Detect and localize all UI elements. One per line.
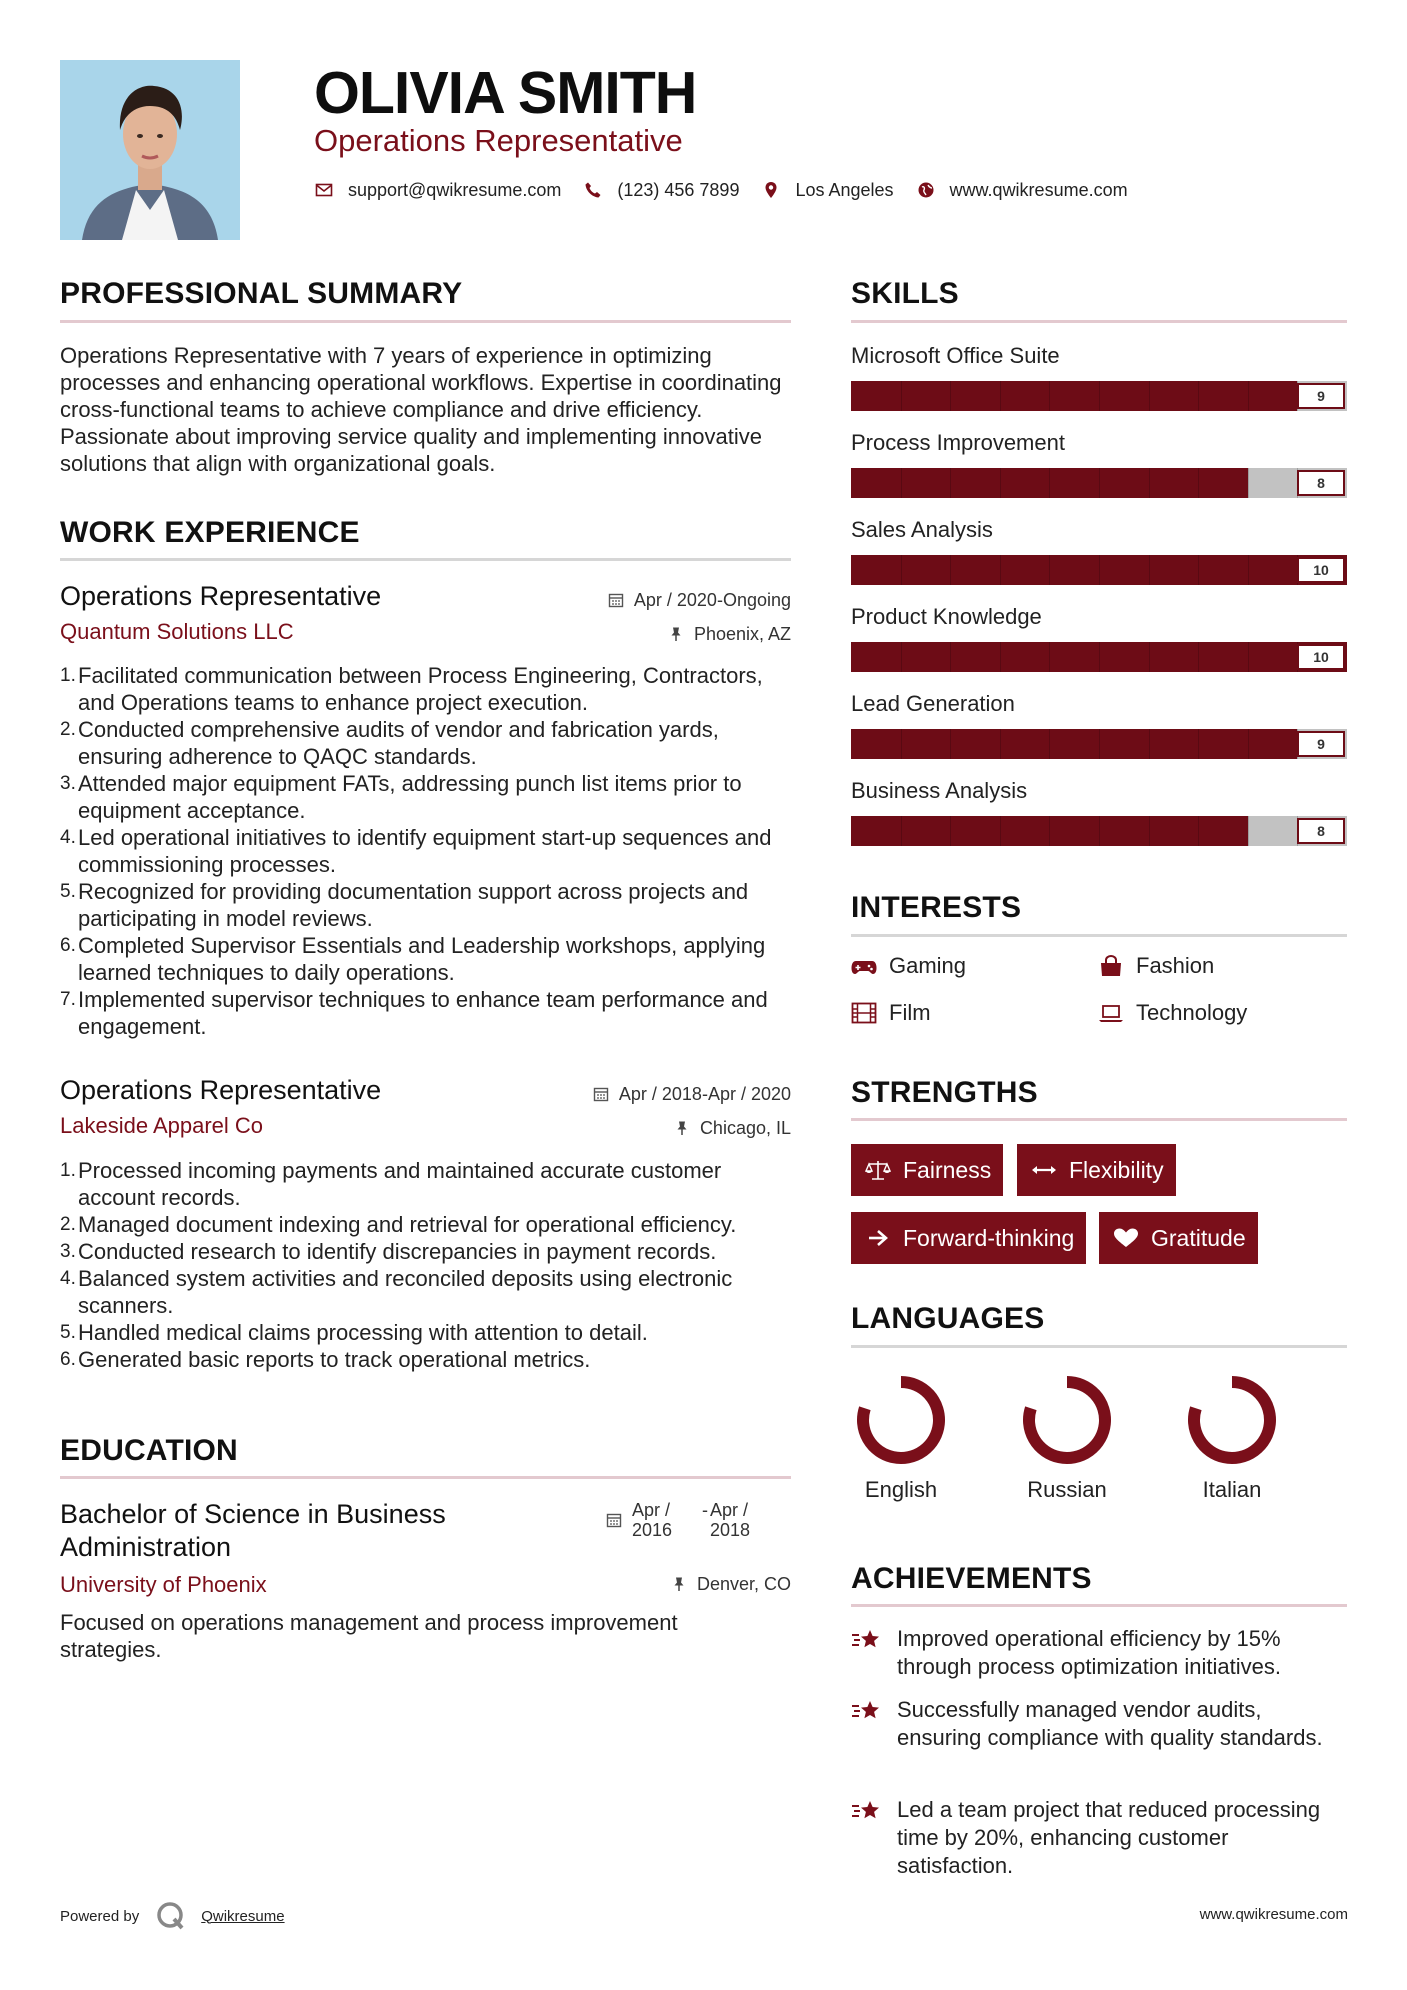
school: University of Phoenix [60,1572,267,1597]
strength-forward-thinking [851,1212,1086,1264]
skill-bar-segment [1000,555,1001,585]
skills-heading: SKILLS [851,277,959,310]
list-item-text: Implemented supervisor techniques to enhance team performance and engagement. [78,987,768,1039]
list-item [60,1211,800,1238]
job-location-2 [674,1117,791,1139]
skill-bar-segment [1000,729,1001,759]
skill-bar-segment [1099,642,1100,672]
skill-bar-segment [1049,816,1050,846]
skill-bar-segment [1198,381,1199,411]
skill-score: 8 [1297,470,1345,496]
skill-score: 8 [1297,818,1345,844]
laptop-icon [1098,1002,1124,1024]
skill-bar-segment [901,468,902,498]
job-location-1 [668,623,791,645]
interest-fashion [1098,953,1214,979]
interest-gaming [851,953,966,979]
skill-bar-segment [950,555,951,585]
skill-bar-segment [950,729,951,759]
skill-bar-segment [1149,642,1150,672]
languages-divider [851,1345,1347,1348]
skill-bar-segment [1000,642,1001,672]
summary-heading: PROFESSIONAL SUMMARY [60,277,463,310]
degree: Bachelor of Science in Business Administration [60,1499,446,1562]
list-item-text: Processed incoming payments and maintained accurate customer account records. [78,1158,722,1210]
footer-website[interactable]: www.qwikresume.com [1199,1906,1348,1923]
achievement-item [851,1796,1347,1880]
language-italian [1172,1370,1292,1504]
interest-technology-label: Technology [1136,1000,1248,1025]
job-title-1: Operations Representative [60,581,382,611]
interest-gaming-label: Gaming [889,953,967,978]
summary-text: Operations Representative with 7 years of experience in optimizing processes and enhancing operational workflows. Expertise in coordinating cross-functional teams to achieve compliance and drive efficiency. Passionate about improving service quality and implementing innovative solutions that align with organizational goals. [60,343,782,476]
pushpin-icon [671,1576,687,1592]
education-heading: EDUCATION [60,1434,238,1467]
list-item-text: Conducted comprehensive audits of vendor and fabrication yards, ensuring adherence to QAQC standards. [78,717,719,769]
envelope-icon [314,180,334,200]
skill-bar-fill [851,729,1297,759]
map-marker-icon [761,180,781,200]
achievement-item [851,1625,1347,1681]
list-item-text: Handled medical claims processing with attention to detail. [78,1320,648,1345]
interest-film [851,1000,931,1026]
list-item-number: 6. [60,1349,76,1370]
skill-bar-segment [1049,642,1050,672]
strength-fairness [851,1144,1003,1196]
skill-bar [851,816,1347,846]
skill-bar-segment [901,381,902,411]
strength-gratitude [1099,1212,1258,1264]
brand-link[interactable]: Qwikresume [201,1907,285,1925]
list-item [60,1265,800,1319]
skill-bar-segment [1000,381,1001,411]
summary-divider [60,320,791,323]
list-item-text: Conducted research to identify discrepancies in payment records. [78,1239,717,1264]
contact-website[interactable]: www.qwikresume.com [949,179,1128,200]
date-separator: - [702,1500,708,1520]
skill-bar [851,729,1347,759]
job-location-1-text: Phoenix, AZ [693,624,791,644]
phone-icon [583,180,603,200]
list-item-number: 7. [60,989,76,1010]
skill-score: 9 [1297,383,1345,409]
skill-bar-segment [1198,468,1199,498]
achievement-text: Led a team project that reduced processing time by 20%, enhancing customer satisfaction. [897,1797,1321,1878]
calendar-icon [593,1086,609,1102]
skill-bar-segment [1049,729,1050,759]
skill-bar-segment [1149,555,1150,585]
skill-score: 10 [1297,557,1345,583]
skill-bar-segment [1099,816,1100,846]
list-item [60,1238,800,1265]
job-dates-2 [593,1083,791,1105]
language-name: Russian [1027,1477,1107,1502]
skill-bar-segment [901,555,902,585]
contact-phone: (123) 456 7899 [617,179,740,200]
skill-name: Product Knowledge [851,604,1042,629]
skill-bar-segment [1248,468,1249,498]
list-item-number: 5. [60,881,76,902]
list-item [60,1157,800,1211]
skill-bar-segment [1099,468,1100,498]
strengths-heading: STRENGTHS [851,1076,1038,1109]
skill-bar [851,642,1347,672]
list-item-number: 6. [60,935,76,956]
skill-bar-segment [1099,729,1100,759]
skill-bar-segment [1248,816,1249,846]
skill-bar-segment [1049,468,1050,498]
skill-bar-segment [1198,555,1199,585]
list-item-text: Generated basic reports to track operational metrics. [78,1347,591,1372]
skill-bar-segment [1198,642,1199,672]
list-item [60,716,800,770]
achievement-text: Successfully managed vendor audits, ensuring compliance with quality standards. [897,1697,1323,1750]
education-end: Apr / 2018 [710,1500,751,1540]
list-item-text: Led operational initiatives to identify equipment start-up sequences and commissioning processes. [78,825,772,877]
skill-bar [851,555,1347,585]
languages-heading: LANGUAGES [851,1302,1045,1335]
language-level-arc [1029,1382,1105,1458]
company-2: Lakeside Apparel Co [60,1113,264,1138]
contact-location: Los Angeles [795,179,894,200]
list-item [60,662,800,716]
skill-bar-segment [1149,729,1150,759]
achievement-item [851,1696,1347,1752]
interests-divider [851,934,1347,937]
skill-bar-segment [950,642,951,672]
heart-icon [1113,1227,1139,1249]
shopping-bag-icon [1098,955,1124,977]
achievement-text: Improved operational efficiency by 15% through process optimization initiatives. [897,1626,1281,1679]
job-1-responsibilities [60,662,800,1040]
language-level-ring [1182,1370,1282,1470]
skill-bar-segment [1248,555,1249,585]
skill-bar-segment [1000,816,1001,846]
list-item-number: 3. [60,1241,76,1262]
list-item [60,770,800,824]
achievements-heading: ACHIEVEMENTS [851,1562,1092,1595]
language-name: English [864,1477,938,1502]
list-item [60,1346,800,1373]
candidate-role: Operations Representative [314,123,683,158]
interest-technology [1098,1000,1247,1026]
list-item [60,986,800,1040]
list-item-text: Attended major equipment FATs, addressing punch list items prior to equipment acceptance. [78,771,742,823]
skill-bar-segment [1248,729,1249,759]
job-location-2-text: Chicago, IL [699,1118,791,1138]
gamepad-icon [851,955,877,977]
list-item-number: 2. [60,719,76,740]
list-item-number: 3. [60,773,76,794]
footer-powered-by [60,1900,285,1932]
skill-name: Business Analysis [851,778,1028,803]
skill-bar-segment [1099,555,1100,585]
list-item [60,1319,800,1346]
job-dates-2-text: Apr / 2018-Apr / 2020 [618,1084,791,1104]
skills-divider [851,320,1347,323]
skill-bar-segment [950,468,951,498]
star-trophy-icon [851,1698,883,1726]
profile-photo [60,60,240,240]
skill-bar-segment [1149,816,1150,846]
job-title-2: Operations Representative [60,1075,382,1105]
job-dates-1 [608,589,791,611]
skill-bar-segment [901,729,902,759]
list-item-text: Balanced system activities and reconciled deposits using electronic scanners. [78,1266,733,1318]
skill-bar [851,468,1347,498]
skill-bar-segment [901,642,902,672]
skill-bar-segment [1248,381,1249,411]
skill-bar-segment [950,816,951,846]
experience-divider [60,558,791,561]
balance-scale-icon [865,1159,891,1181]
education-location [671,1573,791,1595]
education-start: Apr / 2016 [632,1500,673,1540]
list-item-text: Managed document indexing and retrieval for operational efficiency. [78,1212,737,1237]
qwikresume-logo-icon [155,1900,187,1932]
arrows-horizontal-icon [1031,1159,1057,1181]
skill-name: Microsoft Office Suite [851,343,1060,368]
job-dates-1-text: Apr / 2020-Ongoing [633,590,791,610]
list-item-number: 1. [60,1160,76,1181]
skill-name: Process Improvement [851,430,1065,455]
language-level-arc [863,1382,939,1458]
education-divider [60,1476,791,1479]
strength-fairness-label: Fairness [903,1156,992,1183]
list-item [60,932,800,986]
list-item-number: 4. [60,1268,76,1289]
language-russian [1007,1370,1127,1504]
skill-bar-fill [851,381,1297,411]
education-location-text: Denver, CO [696,1574,791,1594]
skill-bar-segment [1099,381,1100,411]
strength-flexibility [1017,1144,1176,1196]
skill-score: 10 [1297,644,1345,670]
language-english [841,1370,961,1504]
skill-name: Lead Generation [851,691,1015,716]
strength-forward-thinking-label: Forward-thinking [903,1224,1075,1251]
skill-bar-segment [1049,555,1050,585]
skill-name: Sales Analysis [851,517,993,542]
pushpin-icon [674,1120,690,1136]
candidate-name: OLIVIA SMITH [314,60,697,126]
skill-bar-segment [1198,729,1199,759]
language-level-ring [1017,1370,1117,1470]
list-item [60,878,800,932]
calendar-icon [606,1512,622,1528]
language-level-ring [851,1370,951,1470]
list-item-number: 1. [60,665,76,686]
interest-fashion-label: Fashion [1136,953,1215,978]
language-level-arc [1194,1382,1270,1458]
skill-bar-segment [1248,642,1249,672]
skill-bar-segment [901,816,902,846]
calendar-icon [608,592,624,608]
star-trophy-icon [851,1627,883,1655]
skill-bar-segment [1149,381,1150,411]
contact-email[interactable]: support@qwikresume.com [348,179,562,200]
list-item-text: Completed Supervisor Essentials and Leadership workshops, applying learned techniques to daily operations. [78,933,766,985]
powered-by-label: Powered by [60,1907,140,1925]
interest-film-label: Film [889,1000,931,1025]
skill-score: 9 [1297,731,1345,757]
list-item-number: 5. [60,1322,76,1343]
skill-bar-segment [1198,816,1199,846]
skill-bar [851,381,1347,411]
list-item-number: 4. [60,827,76,848]
language-name: Italian [1202,1477,1262,1502]
achievements-divider [851,1604,1347,1607]
strength-gratitude-label: Gratitude [1151,1224,1246,1251]
skill-bar-segment [950,381,951,411]
skill-bar-segment [1049,381,1050,411]
interests-heading: INTERESTS [851,891,1022,924]
list-item-number: 2. [60,1214,76,1235]
list-item [60,824,800,878]
experience-heading: WORK EXPERIENCE [60,516,360,549]
globe-icon [916,180,936,200]
job-2-responsibilities [60,1157,800,1373]
list-item-text: Recognized for providing documentation support across projects and participating in model reviews. [78,879,749,931]
arrow-right-icon [865,1227,891,1249]
contact-bar [314,178,1150,202]
list-item-text: Facilitated communication between Process Engineering, Contractors, and Operations teams to enhance project execution. [78,663,763,715]
company-1: Quantum Solutions LLC [60,619,294,644]
education-dates [606,1500,760,1540]
skill-bar-segment [1149,468,1150,498]
skill-bar-segment [1000,468,1001,498]
pushpin-icon [668,626,684,642]
education-description: Focused on operations management and process improvement strategies. [60,1610,678,1662]
strength-flexibility-label: Flexibility [1069,1156,1164,1183]
star-trophy-icon [851,1798,883,1826]
strengths-divider [851,1118,1347,1121]
film-icon [851,1002,877,1024]
